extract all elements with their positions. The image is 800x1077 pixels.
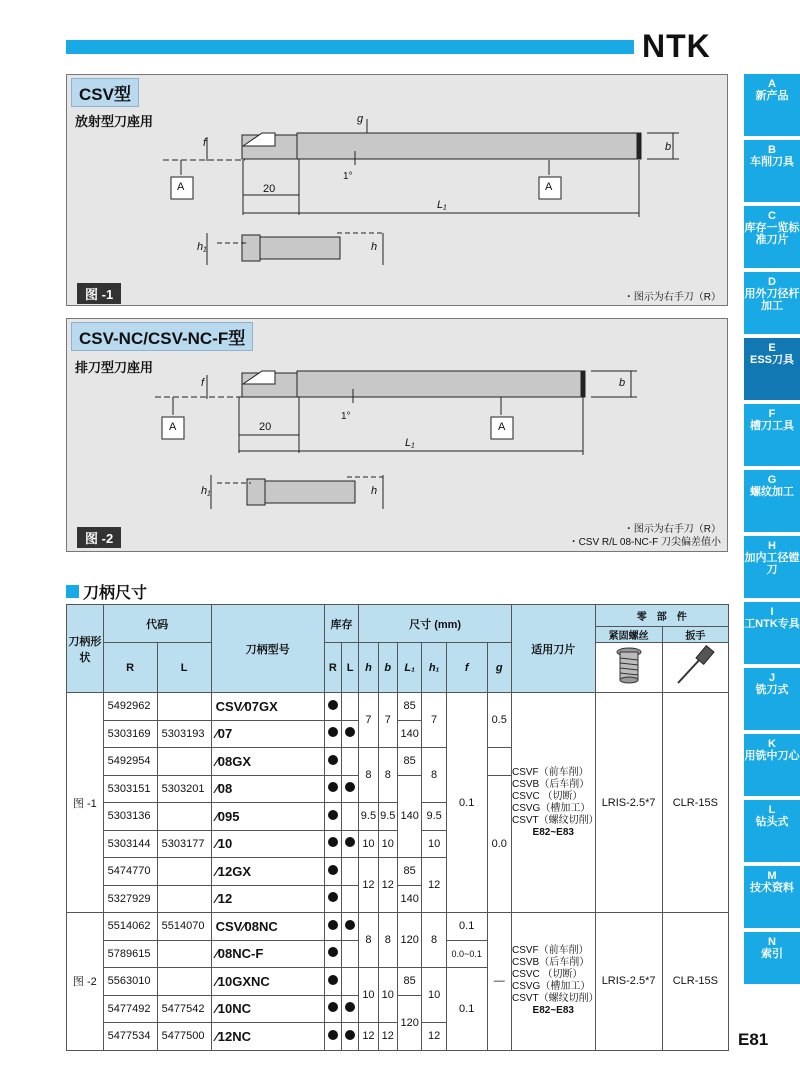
label-h: h — [371, 241, 378, 253]
dim-b: 12 — [378, 858, 397, 913]
header-h: h — [359, 643, 378, 693]
dim-g: — — [487, 913, 511, 1051]
model: ⁄08GX — [211, 748, 324, 776]
stock-dot — [328, 947, 338, 957]
dim-L1: 120 — [397, 913, 421, 968]
dim-L1: 140 — [397, 775, 421, 858]
shape-label-1: 图 -1 — [67, 693, 104, 913]
stock-dot — [328, 865, 338, 875]
insert-line: CSVB（后车削） — [512, 957, 590, 969]
wrench-part: CLR-15S — [662, 693, 728, 913]
dim-f: 0.1 — [446, 913, 487, 941]
header-stock-L: L — [341, 643, 358, 693]
table-row — [67, 913, 729, 941]
dim-h: 8 — [359, 913, 378, 968]
tab-text: 加内工径镗刀 — [744, 552, 800, 576]
header-f: f — [446, 643, 487, 693]
dim-b: 8 — [378, 748, 397, 803]
tab-letter: J — [768, 672, 776, 684]
model: ⁄10NC — [211, 995, 324, 1023]
label-g: g — [357, 113, 364, 125]
tab-text: 用铣中刀心 — [744, 750, 800, 762]
figure-panel-2 — [66, 318, 728, 552]
tab-letter: E — [768, 342, 776, 354]
stock-dot — [328, 755, 338, 765]
code-r: 5327929 — [103, 885, 157, 913]
insert-line: CSVC （切断） — [512, 790, 583, 802]
tab-text: 技术资料 — [750, 882, 794, 894]
wrench-image — [662, 643, 728, 693]
figure-label-1: 图 -1 — [77, 283, 121, 304]
header-bar — [66, 40, 634, 54]
tab-text: 新产品 — [755, 90, 789, 102]
code-l: 5303193 — [157, 720, 211, 748]
dim-L1: 85 — [397, 858, 421, 886]
panel-title-2: CSV-NC/CSV-NC-F型 — [71, 322, 253, 351]
code-r: 5563010 — [103, 968, 157, 996]
tab-text: ESS刀具 — [749, 354, 794, 366]
tab-letter: L — [768, 804, 776, 816]
model: ⁄095 — [211, 803, 324, 831]
page-number: E81 — [738, 1030, 769, 1049]
code-r: 5514062 — [103, 913, 157, 941]
model: ⁄10 — [211, 830, 324, 858]
model: ⁄12GX — [211, 858, 324, 886]
code-r: 5303169 — [103, 720, 157, 748]
dim-b: 12 — [378, 1023, 397, 1051]
code-r: 5492962 — [103, 693, 157, 721]
dim-g: 0.5 — [487, 693, 511, 748]
stock-dot — [328, 782, 338, 792]
note-line-2: ・CSV R/L 08-NC-F 刀尖偏差值小 — [568, 537, 721, 548]
wrench-part: CLR-15S — [662, 913, 728, 1051]
tab-D[interactable] — [744, 272, 800, 334]
tab-letter: I — [770, 606, 774, 618]
stock-dot — [345, 837, 355, 847]
tab-letter: D — [768, 276, 776, 288]
header-dims: 尺寸 (mm) — [359, 605, 512, 643]
dim-h: 9.5 — [359, 803, 378, 831]
header-L: L — [157, 643, 211, 693]
insert-page-ref: E82~E83 — [532, 1005, 574, 1017]
stock-dot — [328, 1030, 338, 1040]
dim-h: 10 — [359, 830, 378, 858]
insert-line: CSVF（前车削） — [512, 766, 589, 778]
dim-h1: 12 — [422, 1023, 446, 1051]
screw-icon — [612, 646, 646, 686]
tab-I[interactable] — [744, 602, 800, 664]
code-r: 5303144 — [103, 830, 157, 858]
dim-h: 7 — [359, 693, 378, 748]
tab-text: 库存一览标准刀片 — [744, 222, 800, 246]
dim-L1: 140 — [397, 885, 421, 913]
code-l — [157, 693, 211, 721]
dim-f: 0.0~0.1 — [446, 940, 487, 968]
dim-g: 0.0 — [487, 775, 511, 913]
header-wrench: 扳手 — [662, 627, 728, 643]
code-l — [157, 885, 211, 913]
code-l — [157, 803, 211, 831]
panel-title-1: CSV型 — [71, 78, 139, 107]
model: ⁄08 — [211, 775, 324, 803]
insert-line: CSVG（槽加工） — [512, 981, 591, 993]
label-h: h — [371, 485, 378, 497]
code-l: 5303177 — [157, 830, 211, 858]
label-f: f — [203, 137, 207, 149]
panel-note-1: ・图示为右手刀（R） — [623, 292, 721, 303]
dim-h: 8 — [359, 748, 378, 803]
label-A-right: A — [545, 181, 553, 193]
header-stock: 库存 — [324, 605, 359, 643]
header-R: R — [103, 643, 157, 693]
tab-M[interactable] — [744, 866, 800, 928]
model: ⁄12NC — [211, 1023, 324, 1051]
model: ⁄12 — [211, 885, 324, 913]
tab-C[interactable] — [744, 206, 800, 268]
insert-line: CSVF（前车削） — [512, 945, 589, 957]
insert-cell-2 — [512, 913, 599, 1051]
model: ⁄10GXNC — [211, 968, 324, 996]
label-20: 20 — [259, 421, 272, 433]
insert-line: CSVG（槽加工） — [512, 802, 591, 814]
section-title: 刀柄尺寸 — [83, 585, 148, 602]
dim-b: 9.5 — [378, 803, 397, 831]
label-h1: h₁ — [197, 241, 207, 253]
brand-logo: NTK — [642, 28, 711, 64]
dim-b: 7 — [378, 693, 397, 748]
dim-h1: 8 — [422, 913, 446, 968]
tab-A[interactable] — [744, 74, 800, 136]
tab-letter: M — [767, 870, 777, 882]
header-code: 代码 — [103, 605, 211, 643]
label-L1: L₁ — [437, 199, 447, 211]
tab-B[interactable] — [744, 140, 800, 202]
dim-b: 10 — [378, 830, 397, 858]
label-A-right: A — [498, 421, 506, 433]
tab-H[interactable] — [744, 536, 800, 598]
header-parts: 零 部 件 — [595, 605, 729, 627]
header-screw: 紧固螺丝 — [595, 627, 662, 643]
header-insert: 适用刀片 — [512, 605, 596, 693]
dim-h: 12 — [359, 1023, 378, 1051]
panel-subtitle-2: 排刀型刀座用 — [75, 360, 154, 375]
stock-dot — [328, 892, 338, 902]
panel-note-2 — [569, 523, 721, 549]
code-l: 5303201 — [157, 775, 211, 803]
label-20: 20 — [263, 183, 276, 195]
label-f: f — [201, 377, 205, 389]
dim-f: 0.1 — [446, 968, 487, 1051]
dim-h1: 9.5 — [422, 803, 446, 831]
header-model: 刀柄型号 — [211, 605, 324, 693]
dim-L1: 140 — [397, 720, 421, 748]
code-r: 5477492 — [103, 995, 157, 1023]
insert-line: CSVT（螺纹切削） — [512, 814, 599, 826]
stock-dot — [345, 727, 355, 737]
stock-dot — [345, 1002, 355, 1012]
chapter-tabs — [744, 74, 800, 988]
dim-h1: 8 — [422, 748, 446, 803]
stock-dot — [328, 700, 338, 710]
insert-line: CSVT（螺纹切削） — [512, 993, 599, 1005]
code-l: 5477500 — [157, 1023, 211, 1051]
label-angle: 1° — [341, 411, 351, 422]
dim-L1: 120 — [397, 995, 421, 1050]
dim-h: 12 — [359, 858, 378, 913]
tab-G[interactable] — [744, 470, 800, 532]
dim-h1: 12 — [422, 858, 446, 913]
code-l — [157, 968, 211, 996]
code-l: 5477542 — [157, 995, 211, 1023]
table-row — [67, 693, 729, 721]
tab-letter: F — [768, 408, 776, 420]
code-l: 5514070 — [157, 913, 211, 941]
tab-E[interactable] — [744, 338, 800, 400]
tab-letter: K — [768, 738, 776, 750]
header-shape: 刀柄形状 — [67, 605, 104, 693]
stock-dot — [328, 975, 338, 985]
dim-h: 10 — [359, 968, 378, 1023]
panel-subtitle-1: 放射型刀座用 — [75, 114, 154, 129]
tab-text: 螺纹加工 — [750, 486, 794, 498]
wrench-icon — [672, 645, 718, 687]
header-b: b — [378, 643, 397, 693]
tab-letter: B — [768, 144, 776, 156]
tab-text: 工NTK专具 — [744, 618, 800, 630]
tab-F[interactable] — [744, 404, 800, 466]
tab-text: 槽刀工具 — [750, 420, 794, 432]
label-b: b — [619, 377, 626, 389]
screw-image — [595, 643, 662, 693]
diagram-2 — [67, 319, 729, 553]
screw-part: LRIS-2.5*7 — [595, 693, 662, 913]
header-h1: h₁ — [422, 643, 446, 693]
label-h1: h₁ — [201, 485, 211, 497]
stock-dot — [345, 1030, 355, 1040]
stock-dot — [345, 782, 355, 792]
insert-line: CSVB（后车削） — [512, 778, 590, 790]
tab-J[interactable] — [744, 668, 800, 730]
tab-letter: H — [768, 540, 776, 552]
tab-text: 车削刀具 — [750, 156, 794, 168]
model: CSV⁄08NC — [211, 913, 324, 941]
note-line-1: ・图示为右手刀（R） — [623, 524, 721, 535]
stock-dot — [328, 920, 338, 930]
dim-b: 10 — [378, 968, 397, 1023]
insert-page-ref: E82~E83 — [532, 826, 574, 838]
diagram-1 — [67, 75, 729, 307]
stock-dot — [328, 837, 338, 847]
header-stock-R: R — [324, 643, 341, 693]
tab-N[interactable] — [744, 932, 800, 984]
tab-text: 索引 — [761, 948, 783, 960]
stock-dot — [328, 1002, 338, 1012]
model: ⁄08NC-F — [211, 940, 324, 968]
code-l — [157, 858, 211, 886]
code-r: 5789615 — [103, 940, 157, 968]
tab-L[interactable] — [744, 800, 800, 862]
tab-letter: A — [768, 78, 776, 90]
stock-dot — [328, 727, 338, 737]
dim-h1: 7 — [422, 693, 446, 748]
dim-L1: 85 — [397, 968, 421, 996]
shape-label-2: 图 -2 — [67, 913, 104, 1051]
model: CSV⁄07GX — [211, 693, 324, 721]
screw-part: LRIS-2.5*7 — [595, 913, 662, 1051]
code-r: 5492954 — [103, 748, 157, 776]
code-l — [157, 940, 211, 968]
tab-text: 铣刀式 — [755, 684, 789, 696]
dim-f: 0.1 — [446, 693, 487, 913]
code-r: 5303151 — [103, 775, 157, 803]
code-r: 5477534 — [103, 1023, 157, 1051]
tab-letter: N — [768, 936, 776, 948]
code-r: 5474770 — [103, 858, 157, 886]
header-g: g — [487, 643, 511, 693]
tab-K[interactable] — [744, 734, 800, 796]
section-heading — [66, 580, 147, 603]
code-l — [157, 748, 211, 776]
stock-dot — [345, 920, 355, 930]
model: ⁄07 — [211, 720, 324, 748]
insert-cell-1 — [512, 693, 599, 913]
stock-dot — [328, 810, 338, 820]
dim-h1: 10 — [422, 968, 446, 1023]
label-angle: 1° — [343, 171, 353, 182]
label-A-left: A — [169, 421, 177, 433]
tab-letter: G — [767, 474, 777, 486]
header-L1: L₁ — [397, 643, 421, 693]
dim-L1: 85 — [397, 748, 421, 776]
code-r: 5303136 — [103, 803, 157, 831]
insert-line: CSVC （切断） — [512, 969, 583, 981]
tab-text: 钻头式 — [755, 816, 789, 828]
dim-h1: 10 — [422, 830, 446, 858]
dim-L1: 85 — [397, 693, 421, 721]
label-A-left: A — [177, 181, 185, 193]
figure-label-2: 图 -2 — [77, 527, 121, 548]
label-b: b — [665, 141, 672, 153]
label-L1: L₁ — [405, 437, 415, 449]
dim-b: 8 — [378, 913, 397, 968]
holder-dimension-table — [66, 604, 729, 1051]
tab-letter: C — [768, 210, 776, 222]
figure-panel-1 — [66, 74, 728, 306]
tab-text: 用外刀径杆加工 — [744, 288, 800, 312]
